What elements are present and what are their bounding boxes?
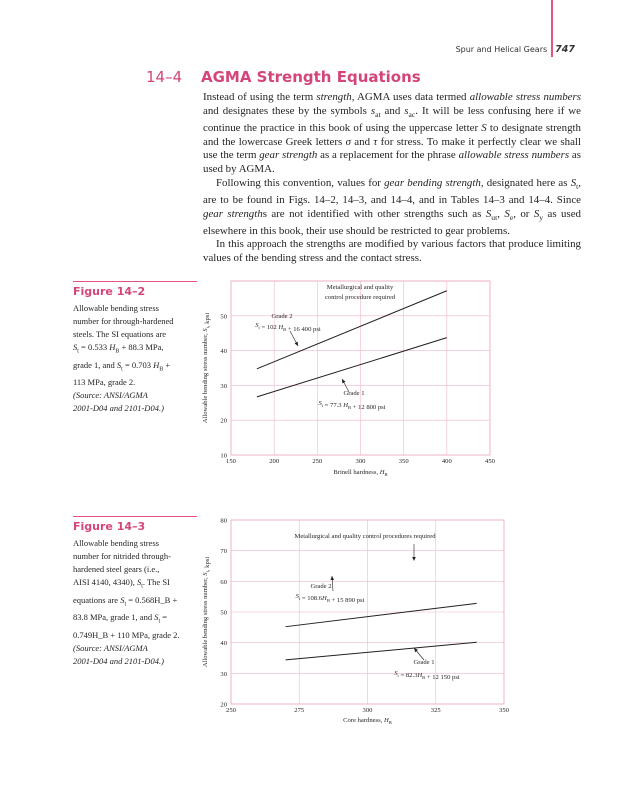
y-axis-label: Allowable bending stress number, $S_t$, kpsi: [202, 556, 211, 668]
x-tick-label: 325: [430, 707, 441, 714]
x-axis-label: Core hardness, $H_B$: [343, 717, 392, 725]
series-line: [286, 642, 477, 660]
y-tick-label: 80: [220, 517, 227, 525]
caption-line: equations are $S_t$ = 0.568H_B +: [73, 594, 178, 608]
y-tick-label: 50: [220, 609, 227, 617]
x-tick-label: 150: [226, 458, 236, 465]
x-tick-label: 250: [226, 707, 236, 714]
figure-label: Figure 14–3: [73, 520, 146, 533]
caption-line: $S_t = 0.533$ $H_B + 88.3$ MPa,: [73, 342, 164, 355]
series-equation: $S_t = 82.3H_B + 12$ 150 psi: [394, 670, 460, 681]
caption-line: (Source: ANSI/AGMA: [73, 643, 148, 654]
page-number: 747: [555, 44, 575, 55]
y-tick-label: 20: [220, 417, 227, 425]
caption-line: AISI 4140, 4340), $S_t$. The SI: [73, 577, 170, 590]
paragraph: Following this convention, values for gear bending strength, designated here as $S_t$, are to be found in Figs. 14–2, 14–3, and 14–4, and in Tables 14–3 and 14–4. Since gear strengths are not identified with other strengths such as $S_{ut}$, $S_e$, or $S_y$ as used elsewhere in this book, their use should be restricted to gear problems.: [203, 176, 582, 237]
x-tick-label: 275: [294, 707, 305, 714]
running-title: Spur and Helical Gears: [455, 45, 548, 54]
x-tick-label: 250: [312, 458, 323, 465]
x-tick-label: 450: [485, 458, 495, 465]
series-line: [257, 338, 447, 397]
chart-title: Metallurgical and quality control procedure required: [324, 284, 396, 301]
caption-line: number for nitrided through-: [73, 551, 171, 561]
x-axis-label: Brinell hardness, $H_B$: [333, 469, 388, 477]
caption-line: 113 MPa, grade 2.: [73, 377, 136, 388]
caption-line: number for through-hardened: [73, 316, 174, 326]
series-label: Grade 2: [271, 313, 293, 320]
caption-line: Allowable bending stress: [73, 538, 159, 548]
series-equation: $S_t = 108.6H_B + 15$ 890 psi: [295, 593, 365, 604]
caption-line: Allowable bending stress: [73, 303, 159, 313]
series-label: Grade 1: [343, 390, 365, 397]
chart-title: Metallurgical and quality control procedures required: [294, 533, 436, 540]
section-title: AGMA Strength Equations: [201, 68, 421, 86]
y-axis-label: Allowable bending stress number, $S_t$, kpsi: [202, 312, 211, 424]
y-tick-label: 60: [220, 578, 227, 586]
caption-line: steels. The SI equations are: [73, 329, 167, 339]
y-tick-label: 40: [220, 348, 227, 356]
x-tick-label: 300: [355, 458, 366, 465]
x-tick-label: 350: [398, 458, 409, 465]
series-equation: $S_t = 102$ $H_B + 16$ 400 psi: [255, 322, 321, 333]
y-tick-label: 70: [220, 548, 227, 556]
figure-label: Figure 14–2: [73, 285, 146, 298]
section-number: 14–4: [146, 68, 183, 86]
x-tick-label: 300: [362, 707, 373, 714]
caption-line: hardened steel gears (i.e.,: [73, 564, 160, 574]
paragraph: In this approach the strengths are modified by various factors that produce limiting values of the bending stress and the contact stress.: [203, 238, 581, 265]
y-tick-label: 40: [220, 640, 227, 648]
x-tick-label: 350: [499, 707, 509, 714]
paragraph: Instead of using the term strength, AGMA uses data termed allowable stress numbers and designates these by the symbols $s_{at}$ and $s_{ac}$. It will be less confusing here if we continue the practice in this book of using the uppercase letter S to designate strength and the lowercase Greek letters σ and τ for stress. To make it perfectly clear we shall use the term gear strength as a replacement for the phrase allowable stress numbers as used by AGMA.: [203, 91, 581, 176]
arrow-head: [330, 576, 334, 580]
series-label: Grade 1: [413, 659, 435, 666]
caption-line: 0.749H_B + 110 MPa, grade 2.: [73, 630, 180, 641]
series-equation: $S_t = 77.3$ $H_B + 12$ 800 psi: [318, 400, 386, 411]
y-tick-label: 20: [220, 701, 227, 709]
x-tick-label: 400: [441, 458, 452, 465]
y-tick-label: 10: [220, 452, 227, 460]
caption-line: (Source: ANSI/AGMA: [73, 390, 148, 401]
series-label: Grade 2: [310, 583, 332, 590]
series-line: [286, 603, 477, 626]
y-tick-label: 50: [220, 313, 227, 321]
y-tick-label: 30: [220, 382, 227, 390]
caption-line: grade 1, and $S_t = 0.703$ $H_B$ +: [73, 359, 171, 373]
caption-line: 2001-D04 and 2101-D04.): [73, 403, 164, 414]
caption-line: 2001-D04 and 2101-D04.): [73, 656, 164, 667]
y-tick-label: 30: [220, 670, 227, 678]
x-tick-label: 200: [269, 458, 280, 465]
caption-line: 83.8 MPa, grade 1, and $S_t$ =: [73, 612, 168, 626]
arrow-head: [412, 557, 416, 561]
